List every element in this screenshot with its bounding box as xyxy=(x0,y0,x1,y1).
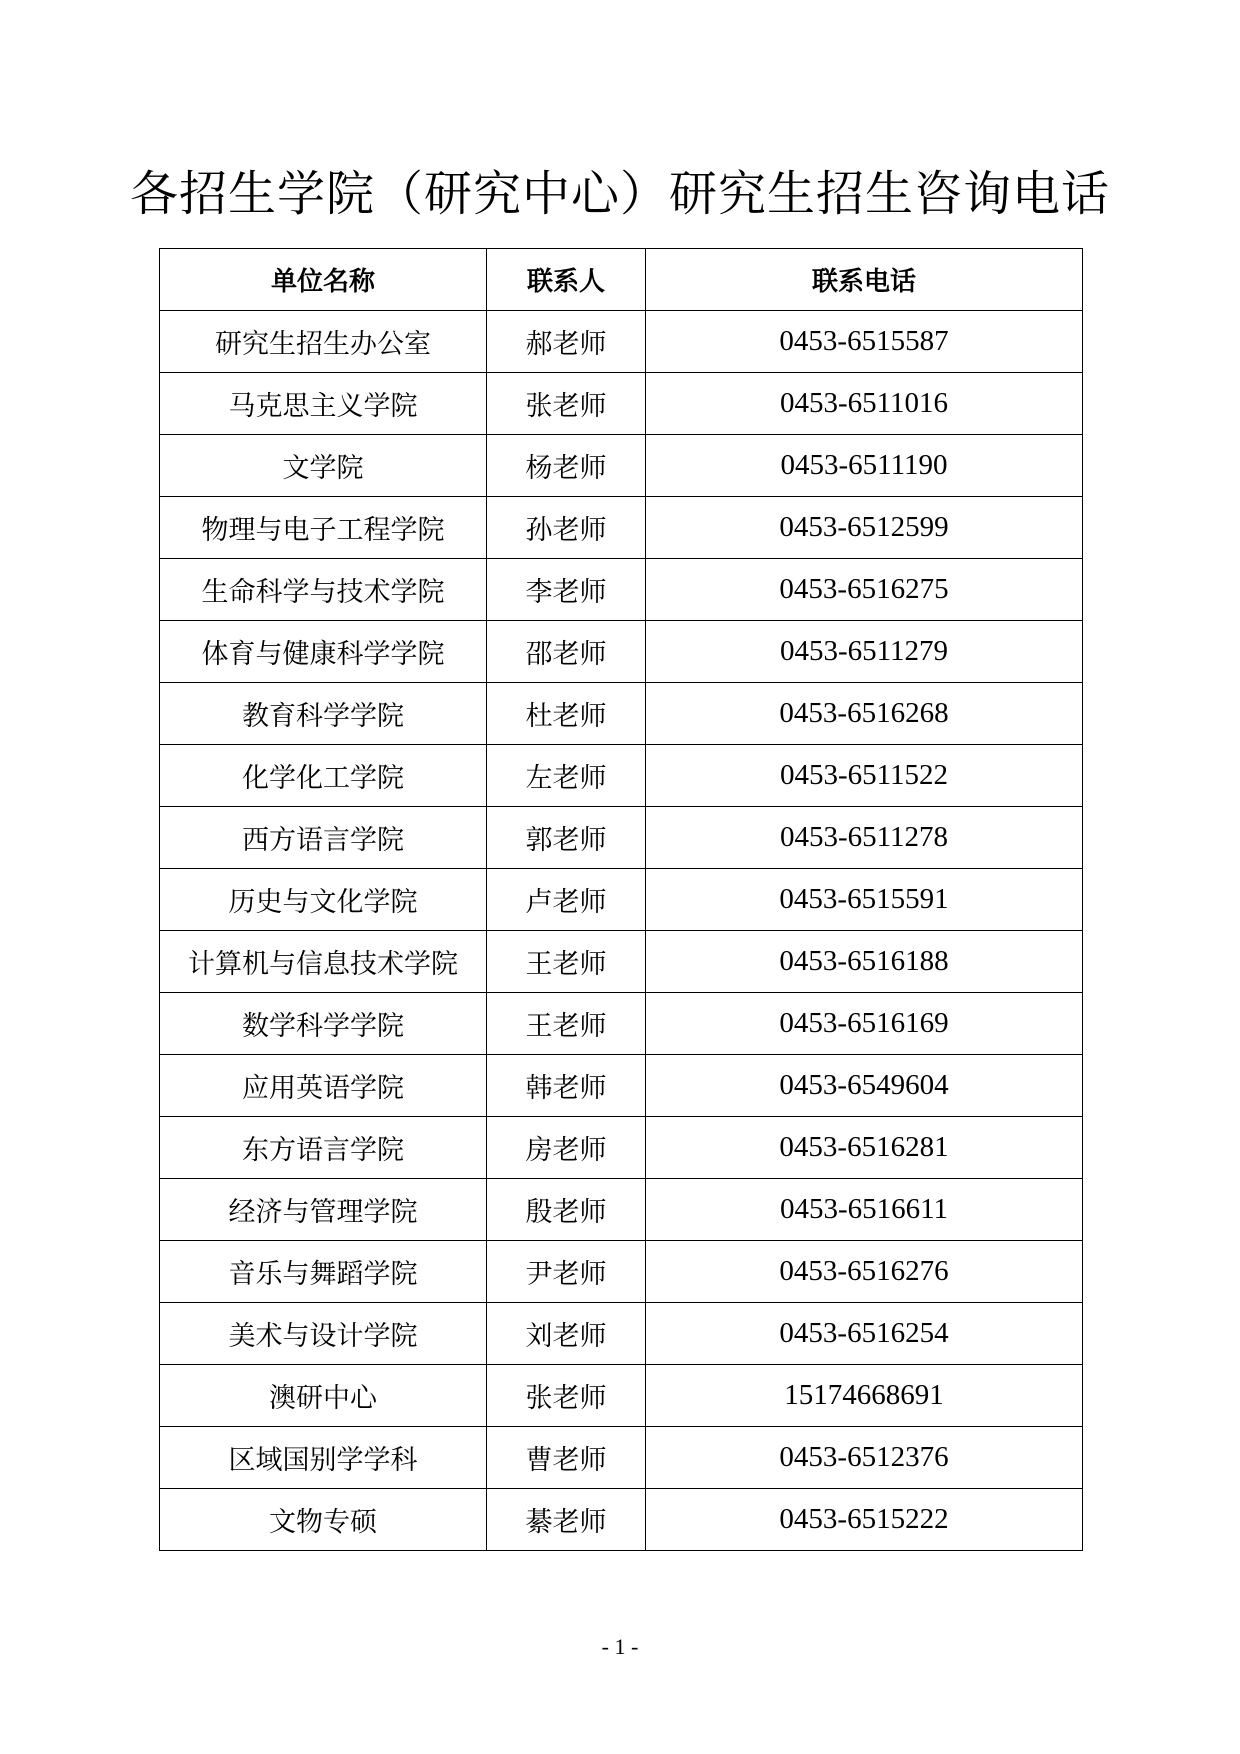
table-row xyxy=(160,683,1083,745)
table-row xyxy=(160,497,1083,559)
contact-person-cell: 左老师 xyxy=(487,745,646,807)
phone-number-cell: 0453-6516254 xyxy=(646,1303,1083,1365)
column-header-phone: 联系电话 xyxy=(646,249,1083,311)
contact-person-cell: 邵老师 xyxy=(487,621,646,683)
unit-name-cell: 东方语言学院 xyxy=(160,1117,487,1179)
table-row xyxy=(160,1427,1083,1489)
page-number: - 1 - xyxy=(601,1634,639,1659)
phone-number-cell: 0453-6511279 xyxy=(646,621,1083,683)
table-row xyxy=(160,807,1083,869)
phone-number-cell: 0453-6511016 xyxy=(646,373,1083,435)
contact-person-cell: 郭老师 xyxy=(487,807,646,869)
unit-name-cell: 生命科学与技术学院 xyxy=(160,559,487,621)
unit-name-cell: 数学科学学院 xyxy=(160,993,487,1055)
table-row xyxy=(160,869,1083,931)
table-body xyxy=(160,311,1083,1551)
phone-number-cell: 0453-6511522 xyxy=(646,745,1083,807)
table-row xyxy=(160,1489,1083,1551)
unit-name-cell: 历史与文化学院 xyxy=(160,869,487,931)
unit-name-cell: 计算机与信息技术学院 xyxy=(160,931,487,993)
table-row xyxy=(160,1241,1083,1303)
contact-person-cell: 王老师 xyxy=(487,931,646,993)
table-row xyxy=(160,621,1083,683)
phone-number-cell: 0453-6516281 xyxy=(646,1117,1083,1179)
unit-name-cell: 马克思主义学院 xyxy=(160,373,487,435)
table-row xyxy=(160,311,1083,373)
phone-number-cell: 0453-6515222 xyxy=(646,1489,1083,1551)
table-row xyxy=(160,931,1083,993)
unit-name-cell: 区域国别学学科 xyxy=(160,1427,487,1489)
phone-number-cell: 0453-6511190 xyxy=(646,435,1083,497)
contact-person-cell: 王老师 xyxy=(487,993,646,1055)
unit-name-cell: 应用英语学院 xyxy=(160,1055,487,1117)
unit-name-cell: 教育科学学院 xyxy=(160,683,487,745)
table-row xyxy=(160,993,1083,1055)
phone-number-cell: 0453-6511278 xyxy=(646,807,1083,869)
table-row xyxy=(160,373,1083,435)
table-row xyxy=(160,1055,1083,1117)
contact-person-cell: 张老师 xyxy=(487,1365,646,1427)
table-row xyxy=(160,1117,1083,1179)
contact-person-cell: 殷老师 xyxy=(487,1179,646,1241)
unit-name-cell: 澳研中心 xyxy=(160,1365,487,1427)
column-header-unit: 单位名称 xyxy=(160,249,487,311)
unit-name-cell: 音乐与舞蹈学院 xyxy=(160,1241,487,1303)
table-row xyxy=(160,1365,1083,1427)
contact-person-cell: 杨老师 xyxy=(487,435,646,497)
contact-person-cell: 卢老师 xyxy=(487,869,646,931)
column-header-contact: 联系人 xyxy=(487,249,646,311)
contact-person-cell: 刘老师 xyxy=(487,1303,646,1365)
page-title: 各招生学院（研究中心）研究生招生咨询电话 xyxy=(129,166,1110,222)
contact-person-cell: 曹老师 xyxy=(487,1427,646,1489)
contact-person-cell: 杜老师 xyxy=(487,683,646,745)
phone-number-cell: 0453-6516169 xyxy=(646,993,1083,1055)
table-row xyxy=(160,559,1083,621)
unit-name-cell: 美术与设计学院 xyxy=(160,1303,487,1365)
contact-person-cell: 孙老师 xyxy=(487,497,646,559)
table-header-row xyxy=(160,249,1083,311)
unit-name-cell: 经济与管理学院 xyxy=(160,1179,487,1241)
contact-table xyxy=(159,248,1083,1551)
phone-number-cell: 0453-6512376 xyxy=(646,1427,1083,1489)
phone-number-cell: 0453-6516611 xyxy=(646,1179,1083,1241)
unit-name-cell: 体育与健康科学学院 xyxy=(160,621,487,683)
contact-person-cell: 韩老师 xyxy=(487,1055,646,1117)
contact-person-cell: 房老师 xyxy=(487,1117,646,1179)
table-row xyxy=(160,435,1083,497)
contact-person-cell: 綦老师 xyxy=(487,1489,646,1551)
contact-person-cell: 郝老师 xyxy=(487,311,646,373)
table-row xyxy=(160,745,1083,807)
phone-number-cell: 0453-6516276 xyxy=(646,1241,1083,1303)
phone-number-cell: 0453-6549604 xyxy=(646,1055,1083,1117)
unit-name-cell: 物理与电子工程学院 xyxy=(160,497,487,559)
contact-person-cell: 尹老师 xyxy=(487,1241,646,1303)
phone-number-cell: 0453-6516188 xyxy=(646,931,1083,993)
unit-name-cell: 研究生招生办公室 xyxy=(160,311,487,373)
phone-number-cell: 15174668691 xyxy=(646,1365,1083,1427)
phone-number-cell: 0453-6515587 xyxy=(646,311,1083,373)
phone-number-cell: 0453-6515591 xyxy=(646,869,1083,931)
table-row xyxy=(160,1303,1083,1365)
unit-name-cell: 文学院 xyxy=(160,435,487,497)
phone-number-cell: 0453-6516268 xyxy=(646,683,1083,745)
unit-name-cell: 文物专硕 xyxy=(160,1489,487,1551)
unit-name-cell: 化学化工学院 xyxy=(160,745,487,807)
unit-name-cell: 西方语言学院 xyxy=(160,807,487,869)
table-row xyxy=(160,1179,1083,1241)
phone-number-cell: 0453-6512599 xyxy=(646,497,1083,559)
phone-number-cell: 0453-6516275 xyxy=(646,559,1083,621)
contact-person-cell: 李老师 xyxy=(487,559,646,621)
contact-person-cell: 张老师 xyxy=(487,373,646,435)
